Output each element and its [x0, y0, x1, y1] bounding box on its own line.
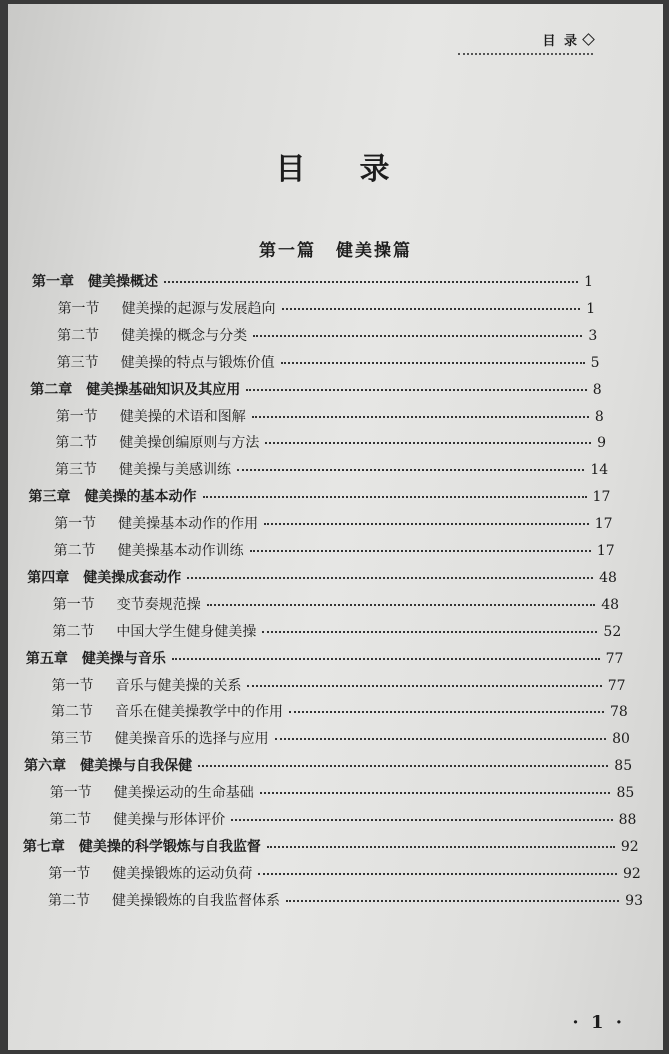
toc-entry-number: 第二章: [30, 381, 73, 398]
toc-section-entry: [55, 432, 606, 452]
toc-entry-number: 第四章: [27, 569, 70, 586]
toc-entry-title: 健美操基本动作训练: [117, 543, 244, 559]
toc-entry-title: 健美操与音乐: [81, 650, 166, 667]
toc-entry-number: 第五章: [25, 650, 68, 667]
toc-entry-title: 健美操的特点与锻炼价值: [120, 354, 275, 371]
toc-chapter-entry: [32, 271, 593, 291]
toc-entry-title: 健美操运动的生命基础: [113, 785, 254, 802]
toc-entry-title: 健美操基本动作的作用: [118, 516, 259, 533]
toc-section-entry: [57, 352, 600, 372]
dot-leader: [207, 600, 595, 606]
page-number: · 1 ·: [572, 1012, 625, 1033]
toc-page-number: 8: [594, 408, 604, 425]
part-title: 健美操篇: [336, 241, 412, 261]
toc-entry-title: 健美操与美感训练: [118, 462, 231, 479]
dot-leader: [282, 304, 581, 310]
toc-entry-number: 第三节: [54, 462, 97, 479]
toc-page-number: 78: [609, 704, 628, 721]
dot-leader: [198, 761, 608, 767]
dot-leader: [264, 519, 589, 525]
toc-entry-title: 变节奏规范操: [116, 596, 201, 613]
toc-section-entry: [55, 459, 608, 479]
toc-section-entry: [48, 863, 640, 883]
toc-entry-title: 健美操锻炼的运动负荷: [112, 865, 253, 882]
toc-entry-title: 健美操与形体评价: [113, 812, 226, 828]
toc-page-number: 85: [616, 785, 635, 802]
toc-page-number: 9: [597, 435, 607, 452]
toc-entry-number: 第一节: [55, 408, 98, 425]
toc-section-entry: [49, 809, 636, 829]
toc-page-number: 17: [596, 543, 615, 559]
part-number: 第一篇: [259, 241, 316, 261]
toc-page-number: 92: [622, 865, 641, 882]
dot-leader: [231, 815, 612, 821]
dot-leader: [262, 627, 597, 633]
toc-page-number: 17: [592, 489, 611, 506]
toc-page-number: 14: [590, 462, 609, 479]
dot-leader: [265, 438, 591, 444]
toc-page-number: 92: [620, 838, 639, 855]
toc-section-entry: [50, 782, 635, 802]
toc-entry-number: 第二节: [53, 543, 96, 559]
dot-leader: [258, 869, 617, 875]
dot-leader: [246, 385, 587, 391]
toc-entry-number: 第一节: [51, 677, 94, 694]
toc-entry-number: 第三章: [28, 489, 71, 506]
dot-leader: [286, 896, 619, 902]
dot-leader: [187, 573, 593, 579]
dot-leader: [252, 412, 589, 418]
toc-entry-title: 健美操成套动作: [83, 569, 182, 586]
toc-entry-title: 音乐在健美操教学中的作用: [115, 704, 284, 721]
dot-leader: [281, 358, 585, 364]
dot-leader: [253, 331, 582, 337]
toc-page-number: 48: [601, 596, 620, 613]
toc-page-number: 48: [599, 569, 617, 586]
toc-entry-number: 第二节: [48, 892, 90, 909]
dot-leader: [267, 842, 615, 848]
toc-entry-number: 第二节: [52, 623, 95, 640]
toc-page-number: 88: [618, 812, 637, 828]
toc-entry-number: 第三节: [56, 354, 99, 371]
dot-leader: [172, 654, 600, 660]
dot-leader: [237, 465, 584, 471]
toc-page-number: 77: [605, 650, 624, 667]
toc-section-entry: [57, 325, 597, 345]
title-char: 录: [359, 152, 396, 187]
toc-entry-number: 第二节: [57, 327, 100, 344]
toc-entry-title: 健美操概述: [88, 274, 158, 290]
toc-entry-number: 第一节: [54, 516, 97, 533]
title-char: 目: [275, 152, 312, 187]
dot-leader: [247, 681, 601, 687]
toc-entry-title: 健美操锻炼的自我监督体系: [112, 892, 280, 909]
toc-chapter-entry: [26, 648, 624, 668]
toc-entry-number: 第一章: [32, 274, 74, 290]
toc-page-number: 17: [594, 516, 613, 533]
toc-page-number: 52: [603, 623, 622, 640]
dot-leader: [275, 734, 607, 740]
toc-section-entry: [48, 890, 643, 910]
toc-entry-number: 第七章: [22, 838, 65, 855]
toc-entry-number: 第一节: [57, 300, 100, 317]
part-heading: [8, 236, 663, 261]
toc-entry-number: 第六章: [24, 758, 67, 775]
toc-entry-number: 第一节: [48, 865, 91, 882]
toc-entry-title: 中国大学生健身健美操: [116, 623, 257, 640]
toc-section-entry: [51, 701, 628, 721]
toc-section-entry: [51, 675, 625, 695]
toc-chapter-entry: [27, 567, 617, 587]
toc-chapter-entry: [23, 836, 639, 856]
toc-page-number: 1: [586, 300, 596, 317]
toc-section-entry: [54, 540, 615, 560]
toc-page-number: 1: [584, 274, 593, 290]
toc-entry-title: 健美操基础知识及其应用: [86, 381, 241, 398]
toc-entry-title: 健美操的科学锻炼与自我监督: [78, 838, 261, 855]
toc-entry-title: 健美操的起源与发展趋向: [121, 300, 276, 317]
running-head: 目 录: [458, 30, 593, 55]
toc-entry-title: 健美操的概念与分类: [121, 327, 248, 344]
toc-entry-number: 第一节: [52, 596, 95, 613]
toc-entry-title: 音乐与健美操的关系: [115, 677, 242, 694]
toc-entry-title: 健美操创编原则与方法: [119, 435, 260, 452]
toc-chapter-entry: [30, 379, 601, 399]
toc-entry-title: 健美操音乐的选择与应用: [114, 731, 269, 748]
toc-entry-title: 健美操的基本动作: [84, 489, 197, 506]
toc-page-number: 85: [614, 758, 633, 775]
toc-entry-number: 第一节: [49, 785, 92, 802]
dot-leader: [164, 277, 578, 283]
toc-section-entry: [52, 621, 621, 641]
toc-page-number: 77: [607, 677, 626, 694]
toc-page-number: 80: [612, 731, 630, 748]
page-title: [8, 144, 663, 188]
toc-entry-title: 健美操与自我保健: [80, 758, 193, 775]
toc-entry-number: 第二节: [49, 812, 92, 828]
toc-page-number: 8: [592, 381, 602, 398]
toc-entry-number: 第二节: [55, 435, 98, 452]
dot-leader: [250, 546, 591, 552]
toc-entry-number: 第二节: [51, 704, 94, 721]
toc-section-entry: [58, 298, 596, 318]
toc-section-entry: [54, 513, 612, 533]
toc-entry-title: 健美操的术语和图解: [119, 408, 246, 425]
book-page: [8, 4, 663, 1050]
toc-section-entry: [51, 728, 630, 748]
toc-page-number: 5: [590, 354, 600, 371]
toc-chapter-entry: [24, 755, 632, 775]
toc-section-entry: [56, 406, 604, 426]
dot-leader: [203, 492, 587, 498]
toc-page-number: 93: [625, 892, 643, 909]
diamond-icon: [582, 33, 595, 46]
toc-section-entry: [53, 594, 619, 614]
toc-chapter-entry: [29, 486, 611, 506]
dot-leader: [260, 788, 611, 794]
dot-leader: [289, 707, 604, 713]
toc-entry-number: 第三节: [50, 731, 93, 748]
toc-page-number: 3: [588, 327, 598, 344]
